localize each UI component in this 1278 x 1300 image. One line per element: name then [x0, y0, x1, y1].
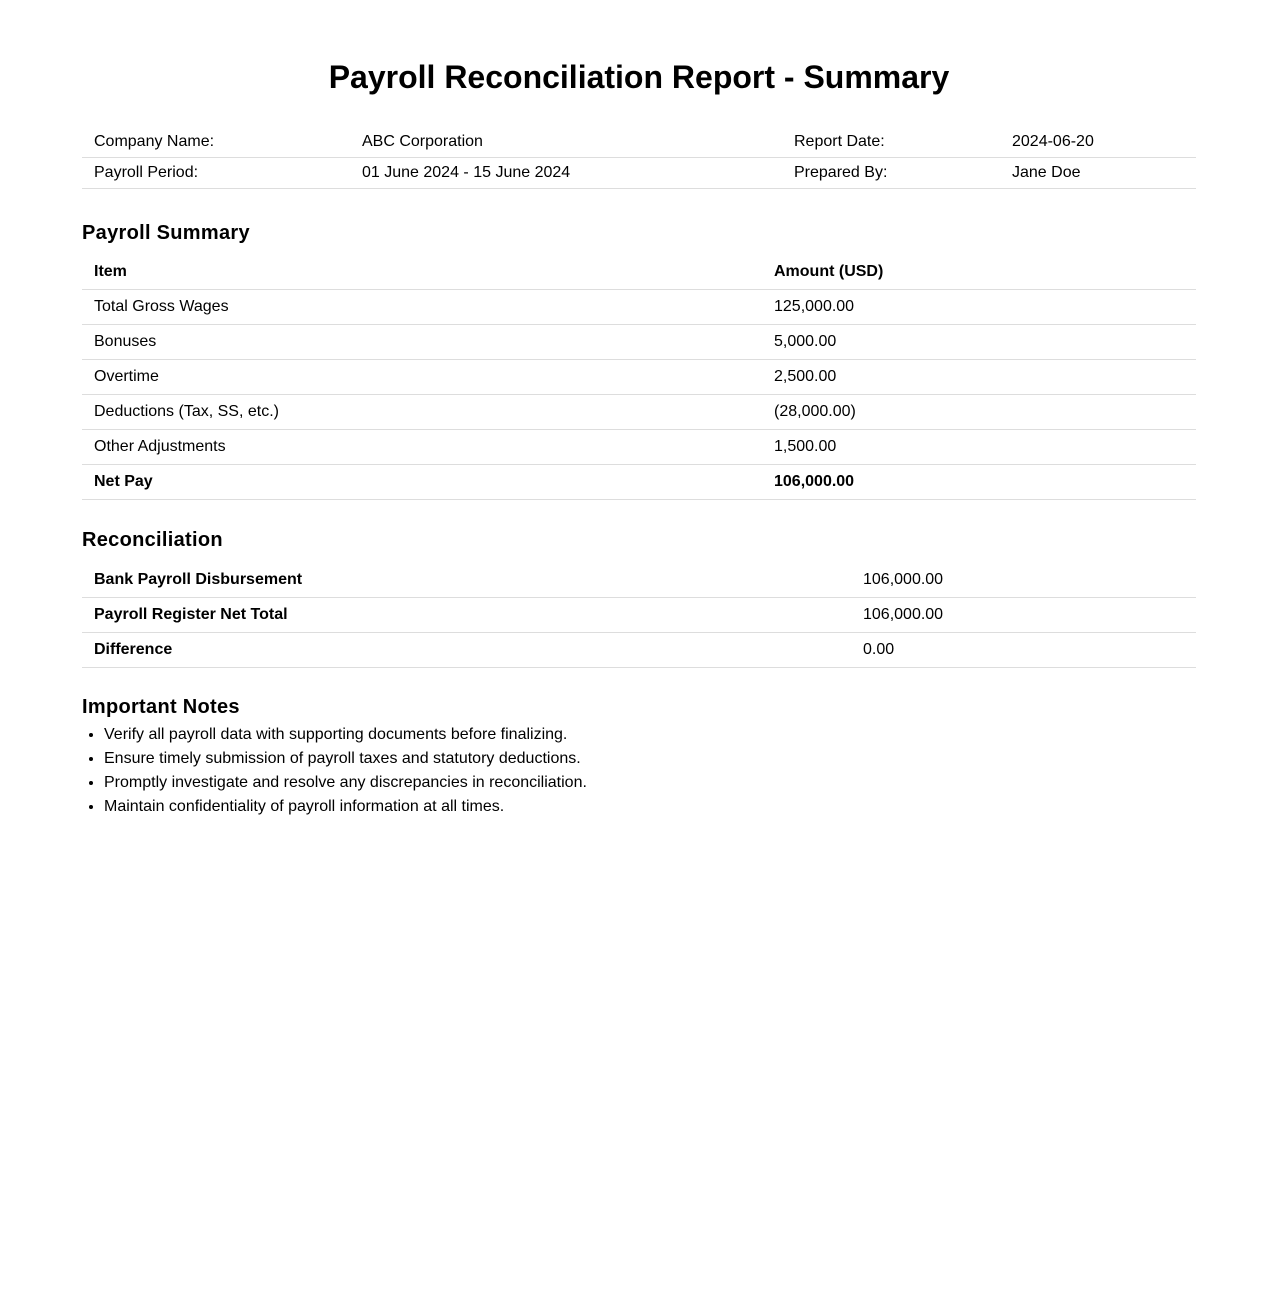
register-net-total-value: 106,000.00 — [851, 598, 1196, 633]
meta-table — [82, 127, 1196, 189]
summary-amount: 125,000.00 — [762, 290, 1196, 325]
summary-amount: 1,500.00 — [762, 430, 1196, 465]
summary-item: Overtime — [82, 360, 762, 395]
net-pay-amount: 106,000.00 — [762, 465, 1196, 500]
meta-row — [82, 158, 1196, 189]
net-pay-label: Net Pay — [82, 465, 762, 500]
table-row — [82, 360, 1196, 395]
reconciliation-section — [82, 528, 1196, 668]
meta-row — [82, 127, 1196, 158]
table-row — [82, 290, 1196, 325]
payroll-summary-heading: Payroll Summary — [82, 222, 250, 244]
difference-label: Difference — [82, 633, 851, 668]
reconciliation-table — [82, 563, 1196, 668]
prepared-by-value: Jane Doe — [1000, 158, 1196, 189]
list-item: • Ensure timely submission of payroll taxes and statutory deductions. — [104, 747, 1196, 771]
prepared-by-label: Prepared By: — [782, 158, 1000, 189]
reconciliation-heading: Reconciliation — [82, 529, 223, 551]
important-notes-section — [82, 695, 1196, 819]
list-item: • Promptly investigate and resolve any discrepancies in reconciliation. — [104, 771, 1196, 795]
list-item: • Maintain confidentiality of payroll information at all times. — [104, 795, 1196, 819]
company-name-label: Company Name: — [82, 127, 350, 158]
list-item: • Verify all payroll data with supporting documents before finalizing. — [104, 723, 1196, 747]
column-header-item: Item — [82, 255, 762, 290]
table-header-row — [82, 255, 1196, 290]
summary-amount: (28,000.00) — [762, 395, 1196, 430]
payroll-period-value: 01 June 2024 - 15 June 2024 — [350, 158, 782, 189]
report-meta — [82, 127, 1196, 189]
summary-item: Other Adjustments — [82, 430, 762, 465]
summary-item: Bonuses — [82, 325, 762, 360]
table-row — [82, 430, 1196, 465]
report-date-label: Report Date: — [782, 127, 1000, 158]
report-date-value: 2024-06-20 — [1000, 127, 1196, 158]
column-header-amount: Amount (USD) — [762, 255, 1196, 290]
summary-item: Total Gross Wages — [82, 290, 762, 325]
table-row — [82, 633, 1196, 668]
bank-disbursement-value: 106,000.00 — [851, 563, 1196, 598]
summary-amount: 2,500.00 — [762, 360, 1196, 395]
table-row — [82, 598, 1196, 633]
report-title: Payroll Reconciliation Report - Summary — [328, 59, 950, 95]
table-row — [82, 395, 1196, 430]
bank-disbursement-label: Bank Payroll Disbursement — [82, 563, 851, 598]
summary-amount: 5,000.00 — [762, 325, 1196, 360]
difference-value: 0.00 — [851, 633, 1196, 668]
company-name-value: ABC Corporation — [350, 127, 782, 158]
payroll-summary-table — [82, 255, 1196, 500]
important-notes-heading: Important Notes — [82, 696, 240, 718]
payroll-period-label: Payroll Period: — [82, 158, 350, 189]
payroll-summary-section — [82, 221, 1196, 500]
net-pay-row — [82, 465, 1196, 500]
table-row — [82, 325, 1196, 360]
register-net-total-label: Payroll Register Net Total — [82, 598, 851, 633]
notes-list — [82, 723, 1196, 819]
table-row — [82, 563, 1196, 598]
summary-item: Deductions (Tax, SS, etc.) — [82, 395, 762, 430]
